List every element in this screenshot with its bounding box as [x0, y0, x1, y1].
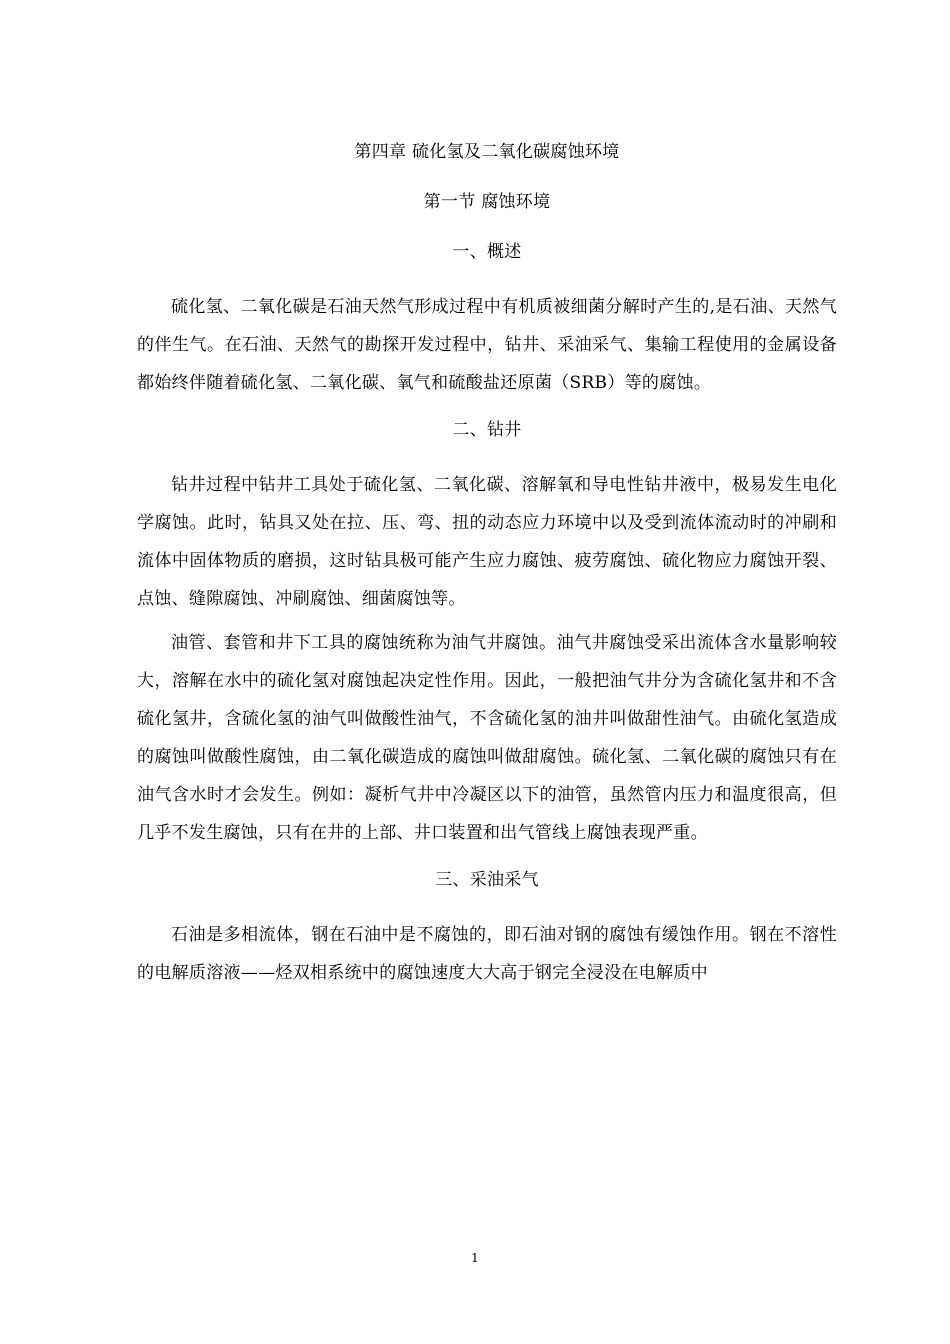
- subsection-heading-overview: 一、概述: [452, 242, 522, 262]
- subsection-heading-drilling: 二、钻井: [452, 420, 522, 440]
- document-body: [137, 138, 837, 992]
- paragraph-drilling-2: 油管、套管和井下工具的腐蚀统称为油气井腐蚀。油气井腐蚀受采出流体含水量影响较大，溶解在水中的硫化氢对腐蚀起决定性作用。因此，一般把油气井分为含硫化氢井和不含硫化氢井，含硫化氢的油气叫做酸性油气，不含硫化氢的油井叫做甜性油气。由硫化氢造成的腐蚀叫做酸性腐蚀，由二氧化碳造成的腐蚀叫做甜腐蚀。硫化氢、二氧化碳的腐蚀只有在油气含水时才会发生。例如：凝析气井中冷凝区以下的油管，虽然管内压力和温度很高，但几乎不发生腐蚀，只有在井的上部、井口装置和出气管线上腐蚀表现严重。: [137, 633, 837, 843]
- page-number: 1: [471, 1251, 479, 1265]
- paragraph-overview: 硫化氢、二氧化碳是石油天然气形成过程中有机质被细菌分解时产生的,是石油、天然气的伴生气。在石油、天然气的勘探开发过程中，钻井、采油采气、集输工程使用的金属设备都始终伴随着硫化氢、二氧化碳、氧气和硫酸盐还原菌（SRB）等的腐蚀。: [137, 297, 837, 393]
- paragraph-production-1: 石油是多相流体，钢在石油中是不腐蚀的，即石油对钢的腐蚀有缓蚀作用。钢在不溶性的电解质溶液——烃双相系统中的腐蚀速度大大高于钢完全浸没在电解质中: [137, 925, 837, 983]
- section-title: 第一节 腐蚀环境: [423, 192, 551, 212]
- chapter-title: 第四章 硫化氢及二氧化碳腐蚀环境: [354, 142, 620, 162]
- subsection-heading-production: 三、采油采气: [435, 870, 539, 890]
- paragraph-drilling-1: 钻井过程中钻井工具处于硫化氢、二氧化碳、溶解氧和导电性钻井液中，极易发生电化学腐蚀。此时，钻具又处在拉、压、弯、扭的动态应力环境中以及受到流体流动时的冲刷和流体中固体物质的磨损，这时钻具极可能产生应力腐蚀、疲劳腐蚀、硫化物应力腐蚀开裂、点蚀、缝隙腐蚀、冲刷腐蚀、细菌腐蚀等。: [137, 475, 837, 609]
